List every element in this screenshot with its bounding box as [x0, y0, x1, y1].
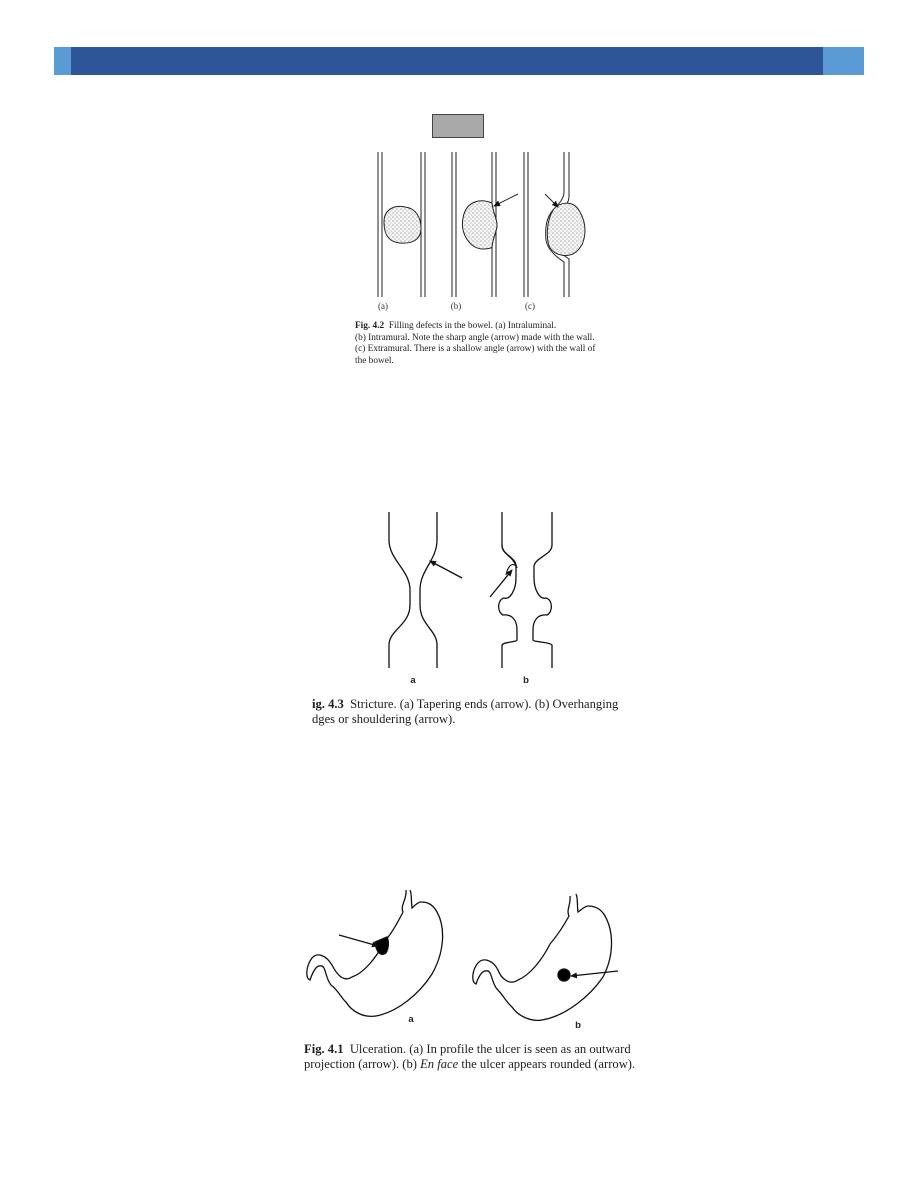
- fig42-panel-c: [524, 152, 585, 297]
- fig42-panel-b: [452, 152, 518, 297]
- fig41-caption-line2-pre: projection (arrow). (b): [304, 1057, 421, 1071]
- fig43-panel-a: [389, 512, 462, 668]
- fig42-panel-a: [378, 152, 425, 297]
- arrow-sharp-angle: [494, 194, 518, 206]
- fig42-caption-line1: Filling defects in the bowel. (a) Intraluminal.: [388, 321, 557, 331]
- arrow-shallow-angle: [545, 194, 558, 207]
- filling-defect-intramural: [462, 201, 497, 249]
- arrow-ulcer-en-face: [571, 971, 618, 976]
- fig42-label-c: (c): [525, 301, 535, 311]
- arrow-shouldering: [490, 570, 512, 597]
- fig43-caption-line2: dges or shouldering (arrow).: [312, 712, 456, 726]
- fig41-caption-line1: Ulceration. (a) In profile the ulcer is seen as an outward: [349, 1042, 631, 1056]
- fig43-caption-number: ig. 4.3: [312, 697, 344, 711]
- ulcer-en-face: [558, 969, 570, 981]
- fig41-label-a: a: [408, 1014, 414, 1025]
- fig41-panel-b: [473, 894, 618, 1020]
- fig41-label-b: b: [575, 1020, 581, 1031]
- fig43-label-a: a: [410, 675, 416, 686]
- figure-4-3-drawing: [389, 512, 552, 668]
- fig41-caption-number: Fig. 4.1: [304, 1042, 344, 1056]
- arrow-ulcer-profile: [339, 935, 378, 946]
- fig42-label-a: (a): [378, 301, 388, 311]
- figure-4-2-drawing: [378, 152, 585, 297]
- fig42-caption-line3: (c) Extramural. There is a shallow angle (arrow) with the wall of: [355, 344, 596, 355]
- fig42-caption: [355, 321, 595, 367]
- fig42-caption-number: Fig. 4.2: [355, 321, 385, 331]
- arrow-tapering-ends: [430, 561, 462, 578]
- filling-defect-extramural: [547, 203, 585, 255]
- fig41-caption: [304, 1042, 635, 1072]
- fig42-caption-line4: the bowel.: [355, 355, 394, 366]
- fig42-label-b: (b): [450, 301, 462, 311]
- fig41-caption-line2-post: the ulcer appears rounded (arrow).: [458, 1057, 636, 1071]
- fig43-caption: [312, 697, 618, 727]
- fig43-panel-b: [490, 512, 552, 668]
- fig42-caption-line2: (b) Intramural. Note the sharp angle (arrow) made with the wall.: [355, 332, 595, 343]
- fig43-label-b: b: [523, 675, 529, 686]
- filling-defect-intraluminal: [384, 206, 421, 243]
- fig43-caption-line1: Stricture. (a) Tapering ends (arrow). (b) Overhanging: [350, 697, 619, 711]
- fig41-caption-line2-italic: En face: [420, 1057, 459, 1071]
- figure-4-1-drawing: [307, 890, 618, 1020]
- fig41-panel-a: [307, 890, 443, 1016]
